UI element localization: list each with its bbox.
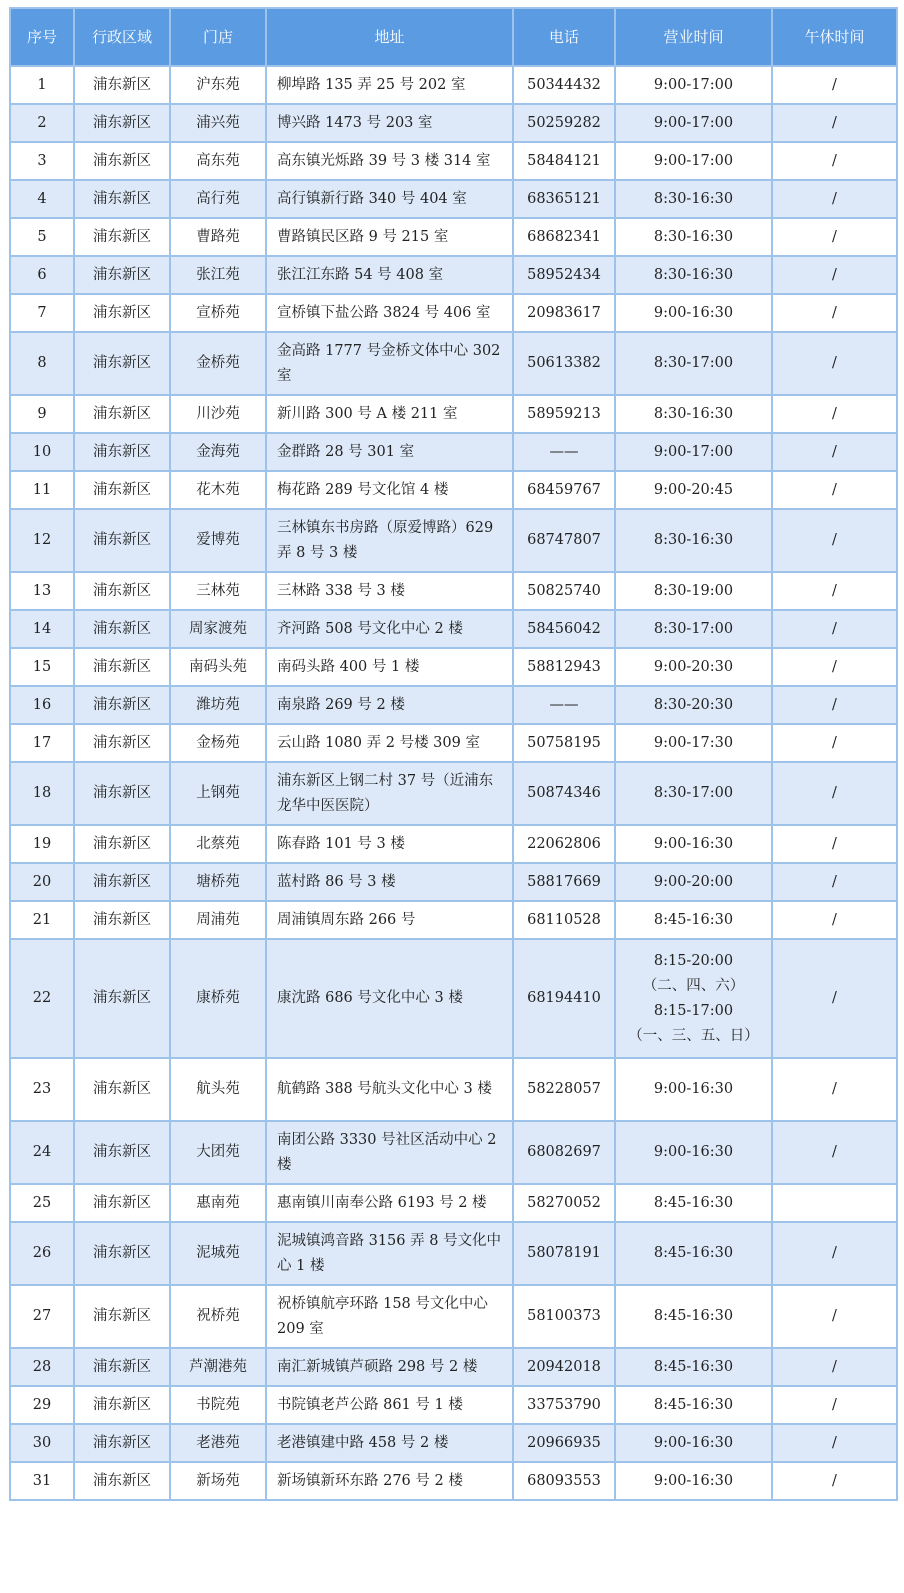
cell-store: 三林苑 bbox=[170, 572, 266, 610]
cell-hours bbox=[615, 1424, 772, 1462]
cell-lunch-break: / bbox=[772, 433, 897, 471]
cell-address: 蓝村路 86 号 3 楼 bbox=[266, 863, 513, 901]
header-index: 序号 bbox=[10, 8, 74, 66]
cell-lunch-break: / bbox=[772, 1424, 897, 1462]
cell-address: 浦东新区上钢二村 37 号（近浦东龙华中医医院） bbox=[266, 762, 513, 825]
hours-line: 8:15-20:00 bbox=[653, 952, 734, 969]
cell-address: 老港镇建中路 458 号 2 楼 bbox=[266, 1424, 513, 1462]
cell-store: 潍坊苑 bbox=[170, 686, 266, 724]
cell-index: 20 bbox=[10, 863, 74, 901]
cell-phone: 58817669 bbox=[513, 863, 615, 901]
cell-phone: 58959213 bbox=[513, 395, 615, 433]
cell-hours bbox=[615, 863, 772, 901]
cell-district: 浦东新区 bbox=[74, 1184, 170, 1222]
cell-district: 浦东新区 bbox=[74, 104, 170, 142]
cell-store: 川沙苑 bbox=[170, 395, 266, 433]
cell-index: 24 bbox=[10, 1121, 74, 1184]
cell-store: 惠南苑 bbox=[170, 1184, 266, 1222]
table-row bbox=[10, 1121, 897, 1184]
hours-line: 9:00-16:30 bbox=[653, 1144, 734, 1160]
cell-index: 3 bbox=[10, 142, 74, 180]
table-row bbox=[10, 180, 897, 218]
cell-store: 张江苑 bbox=[170, 256, 266, 294]
hours-line: 9:00-16:30 bbox=[653, 304, 734, 321]
cell-index: 1 bbox=[10, 66, 74, 104]
cell-address: 三林路 338 号 3 楼 bbox=[266, 572, 513, 610]
table-row bbox=[10, 1184, 897, 1222]
cell-district: 浦东新区 bbox=[74, 218, 170, 256]
hours-line: （二、四、六） bbox=[642, 977, 745, 994]
table-row bbox=[10, 724, 897, 762]
cell-store: 金杨苑 bbox=[170, 724, 266, 762]
cell-index: 25 bbox=[10, 1184, 74, 1222]
cell-lunch-break: / bbox=[772, 180, 897, 218]
cell-index: 16 bbox=[10, 686, 74, 724]
table-row bbox=[10, 433, 897, 471]
cell-store: 塘桥苑 bbox=[170, 863, 266, 901]
cell-address: 宣桥镇下盐公路 3824 号 406 室 bbox=[266, 294, 513, 332]
header-district: 行政区域 bbox=[74, 8, 170, 66]
cell-phone: 58228057 bbox=[513, 1058, 615, 1121]
cell-phone: 33753790 bbox=[513, 1386, 615, 1424]
cell-phone: 68110528 bbox=[513, 901, 615, 939]
cell-hours bbox=[615, 332, 772, 395]
hours-line: 9:00-16:30 bbox=[653, 1081, 734, 1097]
table-row bbox=[10, 863, 897, 901]
cell-address: 云山路 1080 弄 2 号楼 309 室 bbox=[266, 724, 513, 762]
cell-index: 27 bbox=[10, 1285, 74, 1348]
cell-index: 7 bbox=[10, 294, 74, 332]
cell-hours bbox=[615, 825, 772, 863]
hours-line: 9:00-16:30 bbox=[653, 1472, 734, 1489]
cell-district: 浦东新区 bbox=[74, 939, 170, 1058]
cell-lunch-break: / bbox=[772, 1121, 897, 1184]
hours-line: 8:30-16:30 bbox=[653, 190, 734, 207]
cell-store: 泥城苑 bbox=[170, 1222, 266, 1285]
cell-phone: 68082697 bbox=[513, 1121, 615, 1184]
cell-address: 金高路 1777 号金桥文体中心 302 室 bbox=[266, 332, 513, 395]
cell-index: 2 bbox=[10, 104, 74, 142]
cell-store: 芦潮港苑 bbox=[170, 1348, 266, 1386]
cell-district: 浦东新区 bbox=[74, 686, 170, 724]
cell-store: 祝桥苑 bbox=[170, 1285, 266, 1348]
cell-hours bbox=[615, 256, 772, 294]
cell-district: 浦东新区 bbox=[74, 433, 170, 471]
header-phone: 电话 bbox=[513, 8, 615, 66]
cell-store: 曹路苑 bbox=[170, 218, 266, 256]
cell-lunch-break: / bbox=[772, 724, 897, 762]
cell-address: 祝桥镇航亭环路 158 号文化中心 209 室 bbox=[266, 1285, 513, 1348]
cell-hours bbox=[615, 1058, 772, 1121]
cell-district: 浦东新区 bbox=[74, 1386, 170, 1424]
cell-index: 21 bbox=[10, 901, 74, 939]
cell-hours bbox=[615, 104, 772, 142]
cell-lunch-break: / bbox=[772, 332, 897, 395]
cell-hours bbox=[615, 294, 772, 332]
hours-line: 8:45-16:30 bbox=[653, 1358, 734, 1375]
cell-store: 康桥苑 bbox=[170, 939, 266, 1058]
cell-hours bbox=[615, 572, 772, 610]
cell-index: 26 bbox=[10, 1222, 74, 1285]
cell-index: 22 bbox=[10, 939, 74, 1058]
cell-lunch-break: / bbox=[772, 686, 897, 724]
cell-store: 高东苑 bbox=[170, 142, 266, 180]
hours-line: 9:00-16:30 bbox=[653, 1434, 734, 1451]
table-row bbox=[10, 509, 897, 572]
hours-line: 8:30-20:30 bbox=[653, 696, 734, 713]
cell-district: 浦东新区 bbox=[74, 1285, 170, 1348]
cell-store: 高行苑 bbox=[170, 180, 266, 218]
hours-line: （一、三、五、日） bbox=[628, 1027, 759, 1044]
cell-hours bbox=[615, 1184, 772, 1222]
cell-district: 浦东新区 bbox=[74, 294, 170, 332]
cell-store: 周家渡苑 bbox=[170, 610, 266, 648]
table-row bbox=[10, 395, 897, 433]
cell-store: 大团苑 bbox=[170, 1121, 266, 1184]
table-row bbox=[10, 256, 897, 294]
cell-address: 三林镇东书房路（原爱博路）629 弄 8 号 3 楼 bbox=[266, 509, 513, 572]
cell-address: 书院镇老芦公路 861 号 1 楼 bbox=[266, 1386, 513, 1424]
cell-address: 南团公路 3330 号社区活动中心 2 楼 bbox=[266, 1121, 513, 1184]
cell-address: 高行镇新行路 340 号 404 室 bbox=[266, 180, 513, 218]
cell-district: 浦东新区 bbox=[74, 610, 170, 648]
cell-store: 花木苑 bbox=[170, 471, 266, 509]
cell-address: 南码头路 400 号 1 楼 bbox=[266, 648, 513, 686]
cell-lunch-break: / bbox=[772, 572, 897, 610]
cell-district: 浦东新区 bbox=[74, 1348, 170, 1386]
hours-line: 8:30-19:00 bbox=[653, 582, 734, 599]
cell-hours bbox=[615, 686, 772, 724]
cell-district: 浦东新区 bbox=[74, 1462, 170, 1500]
cell-address: 新场镇新环东路 276 号 2 楼 bbox=[266, 1462, 513, 1500]
cell-store: 书院苑 bbox=[170, 1386, 266, 1424]
cell-hours bbox=[615, 218, 772, 256]
hours-line: 8:45-16:30 bbox=[653, 1308, 734, 1324]
cell-store: 北蔡苑 bbox=[170, 825, 266, 863]
hours-line: 8:45-16:30 bbox=[653, 911, 734, 928]
cell-lunch-break: / bbox=[772, 1348, 897, 1386]
cell-lunch-break: / bbox=[772, 648, 897, 686]
cell-hours bbox=[615, 1386, 772, 1424]
table-row bbox=[10, 572, 897, 610]
table-row bbox=[10, 610, 897, 648]
cell-store: 宣桥苑 bbox=[170, 294, 266, 332]
cell-hours bbox=[615, 1222, 772, 1285]
cell-store: 沪东苑 bbox=[170, 66, 266, 104]
cell-index: 10 bbox=[10, 433, 74, 471]
cell-index: 12 bbox=[10, 509, 74, 572]
header-lunch-break: 午休时间 bbox=[772, 8, 897, 66]
cell-lunch-break: / bbox=[772, 256, 897, 294]
cell-phone: 68093553 bbox=[513, 1462, 615, 1500]
cell-district: 浦东新区 bbox=[74, 1058, 170, 1121]
table-body bbox=[10, 66, 897, 1500]
cell-index: 14 bbox=[10, 610, 74, 648]
cell-hours bbox=[615, 1348, 772, 1386]
cell-lunch-break: / bbox=[772, 825, 897, 863]
cell-index: 8 bbox=[10, 332, 74, 395]
cell-hours bbox=[615, 648, 772, 686]
cell-index: 15 bbox=[10, 648, 74, 686]
cell-hours bbox=[615, 180, 772, 218]
store-table bbox=[9, 7, 898, 1501]
cell-district: 浦东新区 bbox=[74, 724, 170, 762]
header-address: 地址 bbox=[266, 8, 513, 66]
table-row bbox=[10, 66, 897, 104]
cell-district: 浦东新区 bbox=[74, 1222, 170, 1285]
cell-phone: 58100373 bbox=[513, 1285, 615, 1348]
table-row bbox=[10, 762, 897, 825]
table-row bbox=[10, 1348, 897, 1386]
cell-lunch-break: / bbox=[772, 1222, 897, 1285]
cell-phone: 58484121 bbox=[513, 142, 615, 180]
cell-address: 惠南镇川南奉公路 6193 号 2 楼 bbox=[266, 1184, 513, 1222]
cell-district: 浦东新区 bbox=[74, 648, 170, 686]
hours-line: 9:00-17:00 bbox=[653, 114, 734, 131]
cell-lunch-break: / bbox=[772, 610, 897, 648]
cell-phone: 68365121 bbox=[513, 180, 615, 218]
cell-phone: 50825740 bbox=[513, 572, 615, 610]
cell-lunch-break: / bbox=[772, 901, 897, 939]
cell-phone: 58270052 bbox=[513, 1184, 615, 1222]
cell-address: 新川路 300 号 A 楼 211 室 bbox=[266, 395, 513, 433]
cell-phone: 50758195 bbox=[513, 724, 615, 762]
cell-phone: 50613382 bbox=[513, 332, 615, 395]
cell-index: 19 bbox=[10, 825, 74, 863]
cell-address: 曹路镇民区路 9 号 215 室 bbox=[266, 218, 513, 256]
hours-line: 9:00-20:00 bbox=[653, 873, 734, 890]
hours-line: 9:00-17:00 bbox=[653, 76, 734, 93]
hours-line: 9:00-16:30 bbox=[653, 835, 734, 852]
cell-store: 爱博苑 bbox=[170, 509, 266, 572]
cell-phone: 68682341 bbox=[513, 218, 615, 256]
hours-line: 8:45-16:30 bbox=[653, 1396, 734, 1413]
cell-store: 金桥苑 bbox=[170, 332, 266, 395]
hours-line: 8:45-16:30 bbox=[653, 1245, 734, 1261]
table-row bbox=[10, 1386, 897, 1424]
cell-district: 浦东新区 bbox=[74, 572, 170, 610]
cell-phone: 50259282 bbox=[513, 104, 615, 142]
cell-address: 陈春路 101 号 3 楼 bbox=[266, 825, 513, 863]
table-row bbox=[10, 1424, 897, 1462]
cell-lunch-break: / bbox=[772, 863, 897, 901]
table-row bbox=[10, 332, 897, 395]
cell-lunch-break: / bbox=[772, 142, 897, 180]
cell-lunch-break: / bbox=[772, 1386, 897, 1424]
cell-index: 5 bbox=[10, 218, 74, 256]
hours-line: 8:30-17:00 bbox=[653, 620, 734, 637]
cell-address: 航鹤路 388 号航头文化中心 3 楼 bbox=[266, 1058, 513, 1121]
cell-hours bbox=[615, 1285, 772, 1348]
table-row bbox=[10, 939, 897, 1058]
hours-line: 8:30-16:30 bbox=[653, 405, 734, 422]
hours-line: 8:30-17:00 bbox=[653, 355, 734, 371]
hours-line: 8:30-16:30 bbox=[653, 266, 734, 283]
cell-store: 浦兴苑 bbox=[170, 104, 266, 142]
cell-district: 浦东新区 bbox=[74, 142, 170, 180]
cell-district: 浦东新区 bbox=[74, 825, 170, 863]
cell-address: 齐河路 508 号文化中心 2 楼 bbox=[266, 610, 513, 648]
cell-index: 31 bbox=[10, 1462, 74, 1500]
cell-hours bbox=[615, 901, 772, 939]
cell-district: 浦东新区 bbox=[74, 256, 170, 294]
hours-line: 8:45-16:30 bbox=[653, 1194, 734, 1211]
cell-hours bbox=[615, 395, 772, 433]
cell-district: 浦东新区 bbox=[74, 66, 170, 104]
table-row bbox=[10, 1462, 897, 1500]
cell-store: 南码头苑 bbox=[170, 648, 266, 686]
table-row bbox=[10, 901, 897, 939]
cell-lunch-break: / bbox=[772, 509, 897, 572]
table-row bbox=[10, 1222, 897, 1285]
hours-line: 9:00-17:00 bbox=[653, 152, 734, 169]
cell-store: 新场苑 bbox=[170, 1462, 266, 1500]
table-row bbox=[10, 104, 897, 142]
cell-district: 浦东新区 bbox=[74, 762, 170, 825]
cell-hours bbox=[615, 142, 772, 180]
cell-address: 柳埠路 135 弄 25 号 202 室 bbox=[266, 66, 513, 104]
cell-index: 17 bbox=[10, 724, 74, 762]
header-store: 门店 bbox=[170, 8, 266, 66]
cell-index: 23 bbox=[10, 1058, 74, 1121]
cell-hours bbox=[615, 724, 772, 762]
cell-district: 浦东新区 bbox=[74, 901, 170, 939]
cell-hours bbox=[615, 471, 772, 509]
cell-store: 上钢苑 bbox=[170, 762, 266, 825]
cell-address: 南汇新城镇芦硕路 298 号 2 楼 bbox=[266, 1348, 513, 1386]
table-row bbox=[10, 294, 897, 332]
cell-hours bbox=[615, 1121, 772, 1184]
cell-phone: 58456042 bbox=[513, 610, 615, 648]
cell-phone: 50344432 bbox=[513, 66, 615, 104]
hours-line: 9:00-20:45 bbox=[653, 481, 734, 498]
cell-address: 梅花路 289 号文化馆 4 楼 bbox=[266, 471, 513, 509]
hours-line: 8:15-17:00 bbox=[653, 1002, 734, 1019]
cell-lunch-break: / bbox=[772, 1462, 897, 1500]
cell-index: 30 bbox=[10, 1424, 74, 1462]
cell-phone: 68747807 bbox=[513, 509, 615, 572]
cell-lunch-break: / bbox=[772, 294, 897, 332]
hours-line: 8:30-16:30 bbox=[653, 532, 734, 548]
cell-phone: 58952434 bbox=[513, 256, 615, 294]
cell-index: 9 bbox=[10, 395, 74, 433]
header-row bbox=[10, 8, 897, 66]
cell-phone: 68194410 bbox=[513, 939, 615, 1058]
table-row bbox=[10, 1285, 897, 1348]
table-row bbox=[10, 218, 897, 256]
table-row bbox=[10, 686, 897, 724]
cell-district: 浦东新区 bbox=[74, 863, 170, 901]
cell-address: 南泉路 269 号 2 楼 bbox=[266, 686, 513, 724]
cell-lunch-break: / bbox=[772, 762, 897, 825]
cell-lunch-break bbox=[772, 1184, 897, 1222]
cell-lunch-break: / bbox=[772, 471, 897, 509]
cell-hours bbox=[615, 610, 772, 648]
cell-lunch-break: / bbox=[772, 395, 897, 433]
cell-phone: 58812943 bbox=[513, 648, 615, 686]
cell-lunch-break: / bbox=[772, 939, 897, 1058]
cell-store: 航头苑 bbox=[170, 1058, 266, 1121]
cell-hours bbox=[615, 762, 772, 825]
cell-phone: —— bbox=[513, 433, 615, 471]
hours-line: 9:00-17:30 bbox=[653, 734, 734, 751]
cell-index: 29 bbox=[10, 1386, 74, 1424]
cell-district: 浦东新区 bbox=[74, 1121, 170, 1184]
table-row bbox=[10, 1058, 897, 1121]
cell-district: 浦东新区 bbox=[74, 332, 170, 395]
hours-line: 8:30-16:30 bbox=[653, 228, 734, 245]
cell-index: 4 bbox=[10, 180, 74, 218]
cell-hours bbox=[615, 66, 772, 104]
cell-phone: 20966935 bbox=[513, 1424, 615, 1462]
cell-phone: 68459767 bbox=[513, 471, 615, 509]
cell-phone: 22062806 bbox=[513, 825, 615, 863]
table-row bbox=[10, 142, 897, 180]
cell-index: 13 bbox=[10, 572, 74, 610]
cell-lunch-break: / bbox=[772, 218, 897, 256]
cell-lunch-break: / bbox=[772, 1285, 897, 1348]
table-row bbox=[10, 648, 897, 686]
cell-phone: 20983617 bbox=[513, 294, 615, 332]
cell-address: 高东镇光烁路 39 号 3 楼 314 室 bbox=[266, 142, 513, 180]
cell-hours bbox=[615, 433, 772, 471]
cell-address: 博兴路 1473 号 203 室 bbox=[266, 104, 513, 142]
cell-lunch-break: / bbox=[772, 66, 897, 104]
cell-district: 浦东新区 bbox=[74, 509, 170, 572]
cell-address: 康沈路 686 号文化中心 3 楼 bbox=[266, 939, 513, 1058]
cell-hours bbox=[615, 939, 772, 1058]
cell-store: 金海苑 bbox=[170, 433, 266, 471]
hours-line: 9:00-20:30 bbox=[653, 658, 734, 675]
hours-line: 8:30-17:00 bbox=[653, 785, 734, 801]
cell-lunch-break: / bbox=[772, 1058, 897, 1121]
cell-phone: 58078191 bbox=[513, 1222, 615, 1285]
cell-store: 周浦苑 bbox=[170, 901, 266, 939]
table-row bbox=[10, 471, 897, 509]
cell-index: 28 bbox=[10, 1348, 74, 1386]
cell-district: 浦东新区 bbox=[74, 395, 170, 433]
cell-hours bbox=[615, 1462, 772, 1500]
cell-lunch-break: / bbox=[772, 104, 897, 142]
cell-address: 金群路 28 号 301 室 bbox=[266, 433, 513, 471]
cell-index: 18 bbox=[10, 762, 74, 825]
cell-address: 张江江东路 54 号 408 室 bbox=[266, 256, 513, 294]
cell-phone: —— bbox=[513, 686, 615, 724]
cell-address: 周浦镇周东路 266 号 bbox=[266, 901, 513, 939]
cell-district: 浦东新区 bbox=[74, 180, 170, 218]
cell-index: 6 bbox=[10, 256, 74, 294]
header-hours: 营业时间 bbox=[615, 8, 772, 66]
cell-store: 老港苑 bbox=[170, 1424, 266, 1462]
table-row bbox=[10, 825, 897, 863]
cell-district: 浦东新区 bbox=[74, 1424, 170, 1462]
cell-index: 11 bbox=[10, 471, 74, 509]
cell-hours bbox=[615, 509, 772, 572]
cell-district: 浦东新区 bbox=[74, 471, 170, 509]
cell-phone: 50874346 bbox=[513, 762, 615, 825]
cell-phone: 20942018 bbox=[513, 1348, 615, 1386]
cell-address: 泥城镇鸿音路 3156 弄 8 号文化中心 1 楼 bbox=[266, 1222, 513, 1285]
hours-line: 9:00-17:00 bbox=[653, 443, 734, 460]
